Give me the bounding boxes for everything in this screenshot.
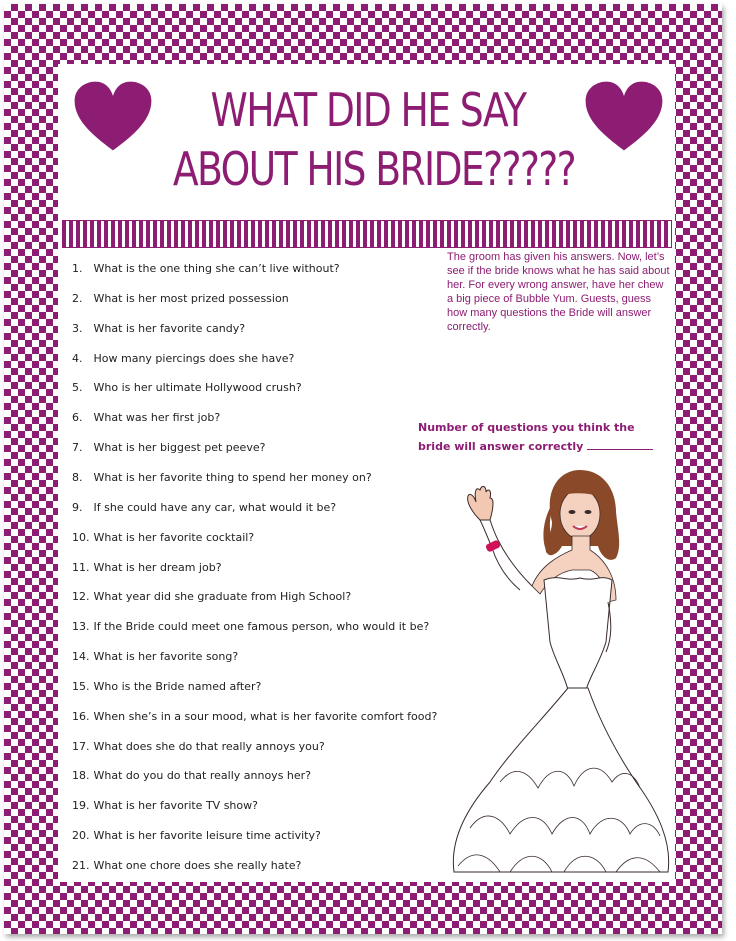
question-item: [72, 710, 437, 723]
question-text: Who is the Bride named after?: [93, 679, 262, 693]
question-item: [72, 740, 325, 753]
question-number: 4.: [72, 351, 83, 365]
page-title-line-2: ABOUT HIS BRIDE?????: [172, 142, 575, 196]
question-item: [72, 799, 258, 812]
question-text: What year did she graduate from High School?: [93, 590, 352, 604]
question-number: 21.: [72, 859, 90, 872]
question-text: What is her favorite leisure time activity?: [93, 829, 321, 843]
question-item: [72, 531, 254, 544]
page-title-line-1: WHAT DID HE SAY: [210, 83, 526, 137]
instructions-text: The groom has given his answers. Now, let’s see if the bride knows what he has said about her. For every wrong answer, have her chew a big piece of Bubble Yum. Guests, guess how many questions the Bride will answer correctly.: [447, 251, 670, 333]
question-item: [72, 381, 302, 394]
question-text: What was her first job?: [93, 411, 221, 425]
question-item: [72, 829, 321, 842]
question-text: What is her favorite cocktail?: [93, 530, 255, 544]
question-number: 20.: [72, 829, 90, 843]
guess-prompt-line-2: bride will answer correctly: [418, 440, 584, 453]
question-text: What is her dream job?: [93, 560, 222, 574]
question-text: What one chore does she really hate?: [93, 859, 302, 872]
question-text: What is her most prized possession: [93, 291, 289, 305]
question-text: What do you do that really annoys her?: [93, 769, 312, 783]
question-text: How many piercings does she have?: [93, 351, 295, 365]
question-item: [72, 322, 245, 335]
question-number: 3.: [72, 321, 83, 335]
question-item: [72, 650, 238, 663]
bride-illustration: [440, 462, 680, 882]
question-number: 17.: [72, 739, 90, 753]
question-number: 18.: [72, 769, 90, 783]
guess-prompt: [418, 418, 670, 456]
question-item: [72, 352, 294, 365]
question-text: If the Bride could meet one famous person, who would it be?: [93, 620, 430, 634]
question-number: 5.: [72, 381, 83, 395]
question-number: 6.: [72, 411, 83, 425]
question-number: 12.: [72, 590, 90, 604]
question-number: 14.: [72, 650, 90, 664]
guess-answer-blank[interactable]: [587, 439, 653, 450]
question-number: 9.: [72, 500, 83, 514]
question-text: What does she do that really annoys you?: [93, 739, 325, 753]
question-text: If she could have any car, what would it be?: [93, 500, 337, 514]
heart-icon: [583, 80, 665, 152]
question-number: 16.: [72, 709, 90, 723]
question-number: 11.: [72, 560, 90, 574]
question-item: [72, 590, 351, 603]
question-number: 7.: [72, 441, 83, 455]
question-text: What is her favorite thing to spend her money on?: [93, 470, 372, 484]
question-number: 1.: [72, 262, 83, 275]
question-text: What is the one thing she can’t live without?: [93, 262, 340, 275]
question-number: 13.: [72, 620, 90, 634]
question-number: 19.: [72, 799, 90, 813]
question-item: [72, 471, 372, 484]
question-text: What is her favorite candy?: [93, 321, 246, 335]
question-text: Who is her ultimate Hollywood crush?: [93, 381, 302, 395]
striped-divider: [62, 220, 672, 248]
question-text: What is her biggest pet peeve?: [93, 441, 266, 455]
question-item: [72, 441, 265, 454]
heart-icon: [72, 80, 154, 152]
question-item: [72, 859, 301, 872]
question-item: [72, 620, 429, 633]
question-item: [72, 769, 311, 782]
question-number: 15.: [72, 679, 90, 693]
question-number: 8.: [72, 470, 83, 484]
question-text: When she’s in a sour mood, what is her favorite comfort food?: [93, 709, 438, 723]
question-number: 2.: [72, 291, 83, 305]
question-text: What is her favorite TV show?: [93, 799, 258, 813]
question-text: What is her favorite song?: [93, 650, 239, 664]
question-item: [72, 292, 289, 305]
guess-prompt-line-1: Number of questions you think the: [418, 421, 635, 434]
question-item: [72, 411, 220, 424]
question-number: 10.: [72, 530, 90, 544]
question-item: [72, 501, 336, 514]
question-item: [72, 561, 222, 574]
question-item: [72, 262, 340, 275]
question-item: [72, 680, 261, 693]
